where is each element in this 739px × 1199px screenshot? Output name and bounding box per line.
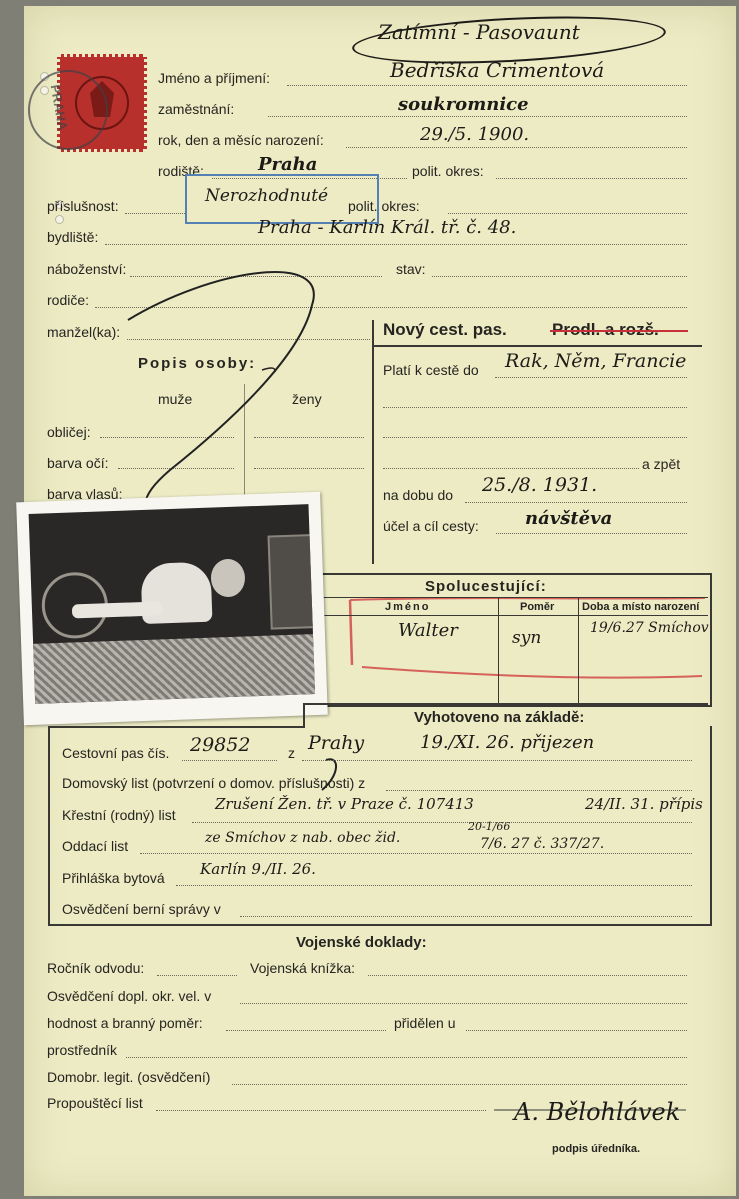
companion-birth: 19/6.27 Smíchov	[590, 620, 709, 636]
domicile-label: Domovský list (potvrzení o domov. příslušnosti) z	[62, 775, 366, 791]
citizenship-value: Nerozhodnuté	[205, 186, 329, 206]
birthplace-label: rodiště:	[158, 163, 204, 179]
companions-header-line	[320, 597, 708, 598]
baptism-label: Křestní (rodný) list	[62, 807, 176, 823]
name-label: Jméno a příjmení:	[158, 70, 271, 86]
marriage-label: Oddací list	[62, 838, 129, 854]
issued-box-top	[48, 726, 305, 728]
passport-date-value: 19./XI. 26. přijezen	[420, 732, 595, 753]
baptism-line	[192, 822, 692, 823]
tax-line	[240, 916, 692, 917]
parents-label: rodiče:	[47, 292, 90, 308]
birth-value: 29./5. 1900.	[420, 124, 530, 145]
name-value: Bedřiška Crimentová	[390, 58, 605, 82]
occupation-label: zaměstnání:	[158, 101, 235, 117]
tax-label: Osvědčení berní správy v	[62, 901, 221, 917]
issued-tab-top	[303, 703, 708, 705]
passport-from-line	[302, 760, 692, 761]
companions-subheader-line	[320, 615, 708, 616]
marriage-ref-value: 7/6. 27 č. 337/27.	[480, 836, 605, 852]
official-signature: A. Bělohlávek	[514, 1098, 681, 1126]
col-relation-header: Poměr	[520, 601, 555, 613]
military-title: Vojenské doklady:	[296, 934, 427, 951]
period-line	[465, 502, 687, 503]
issued-title: Vyhotoveno na základě:	[414, 709, 585, 726]
residence-value: Praha - Karlín Král. tř. č. 48.	[258, 217, 517, 238]
rank-label: hodnost a branný poměr:	[47, 1015, 203, 1031]
issued-tab-left	[303, 703, 305, 727]
col-name-header: Jméno	[385, 601, 431, 613]
passport-number-line	[182, 760, 277, 761]
baptism-value: Zrušení Žen. tř. v Praze č. 107413	[215, 795, 474, 813]
birth-label: rok, den a měsíc narození:	[158, 132, 324, 148]
registration-label: Přihláška bytová	[62, 870, 165, 886]
residence-label: bydliště:	[47, 229, 99, 245]
draft-year-label: Ročník odvodu:	[47, 960, 145, 976]
religion-label: náboženství:	[47, 261, 127, 277]
marriage-value: ze Smíchov z nab. obec žid.	[205, 830, 401, 846]
header-note: Zatímní - Pasovaunt	[378, 20, 580, 44]
assigned-label: přidělen u	[394, 1015, 456, 1031]
discharge-line	[156, 1110, 486, 1111]
draft-year-line	[157, 975, 237, 976]
hair-label: barva vlasů:	[47, 486, 123, 502]
passport-number-label: Cestovní pas čís.	[62, 745, 170, 761]
cert-label: Osvědčení dopl. okr. vel. v	[47, 988, 212, 1004]
legit-line	[232, 1084, 687, 1085]
valid-line-2	[383, 407, 687, 408]
renewal-strike	[550, 330, 688, 332]
valid-line-3	[383, 437, 687, 438]
and-back-label: a zpět	[642, 456, 681, 472]
companions-col-divider	[578, 597, 579, 703]
registration-line	[176, 885, 692, 886]
valid-line	[495, 377, 687, 378]
signature-label: podpis úředníka.	[552, 1143, 641, 1155]
eyes-label: barva očí:	[47, 455, 109, 471]
companion-relation: syn	[512, 628, 542, 648]
domicile-line	[386, 790, 692, 791]
discharge-label: Propouštěcí list	[47, 1095, 143, 1111]
portrait-photo	[16, 492, 328, 725]
new-passport-label: Nový cest. pas.	[383, 320, 507, 339]
countries-value: Rak, Něm, Francie	[505, 350, 687, 372]
spouse-label: manžel(ka):	[47, 324, 121, 340]
valid-until-value: 25./8. 1931.	[482, 474, 598, 496]
district-label: polit. okres:	[412, 163, 484, 179]
purpose-line	[496, 533, 687, 534]
baptism-ref-value: 20-1/66	[468, 820, 511, 833]
status-label: stav:	[396, 261, 426, 277]
birthplace-value: Praha	[258, 154, 318, 175]
cert-line	[240, 1003, 687, 1004]
agent-label: prostředník	[47, 1042, 118, 1058]
companions-col-divider	[498, 597, 499, 703]
assigned-line	[466, 1030, 687, 1031]
passport-from-value: Prahy	[308, 732, 365, 754]
col-birth-header: Doba a místo narození	[582, 601, 700, 613]
face-label: obličej:	[47, 424, 91, 440]
district2-label: polit. okres:	[348, 198, 420, 214]
companion-name: Walter	[398, 620, 458, 641]
purpose-value: návštěva	[525, 508, 613, 529]
marriage-line	[140, 853, 692, 854]
rank-line	[226, 1030, 386, 1031]
valid-label: Platí k cestě do	[383, 362, 479, 378]
postmark-text: PRAHA	[47, 83, 71, 132]
period-label: na dobu do	[383, 487, 454, 503]
registration-value: Karlín 9./II. 26.	[200, 860, 316, 878]
women-label: ženy	[292, 391, 322, 407]
occupation-value: soukromnice	[398, 94, 529, 115]
from-label: z	[288, 745, 295, 761]
agent-line	[126, 1057, 687, 1058]
legit-label: Domobr. legit. (osvědčení)	[47, 1069, 211, 1085]
baptism-date-value: 24/II. 31. přípis	[585, 795, 703, 813]
purpose-label: účel a cíl cesty:	[383, 518, 479, 534]
military-book-label: Vojenská knížka:	[250, 960, 356, 976]
companions-title: Spolucestující:	[425, 578, 547, 595]
valid-line-4	[383, 468, 639, 469]
men-label: muže	[158, 391, 193, 407]
military-book-line	[368, 975, 687, 976]
citizenship-label: příslušnost:	[47, 198, 119, 214]
passport-number-value: 29852	[190, 734, 251, 756]
description-title: Popis osoby:	[138, 355, 257, 372]
